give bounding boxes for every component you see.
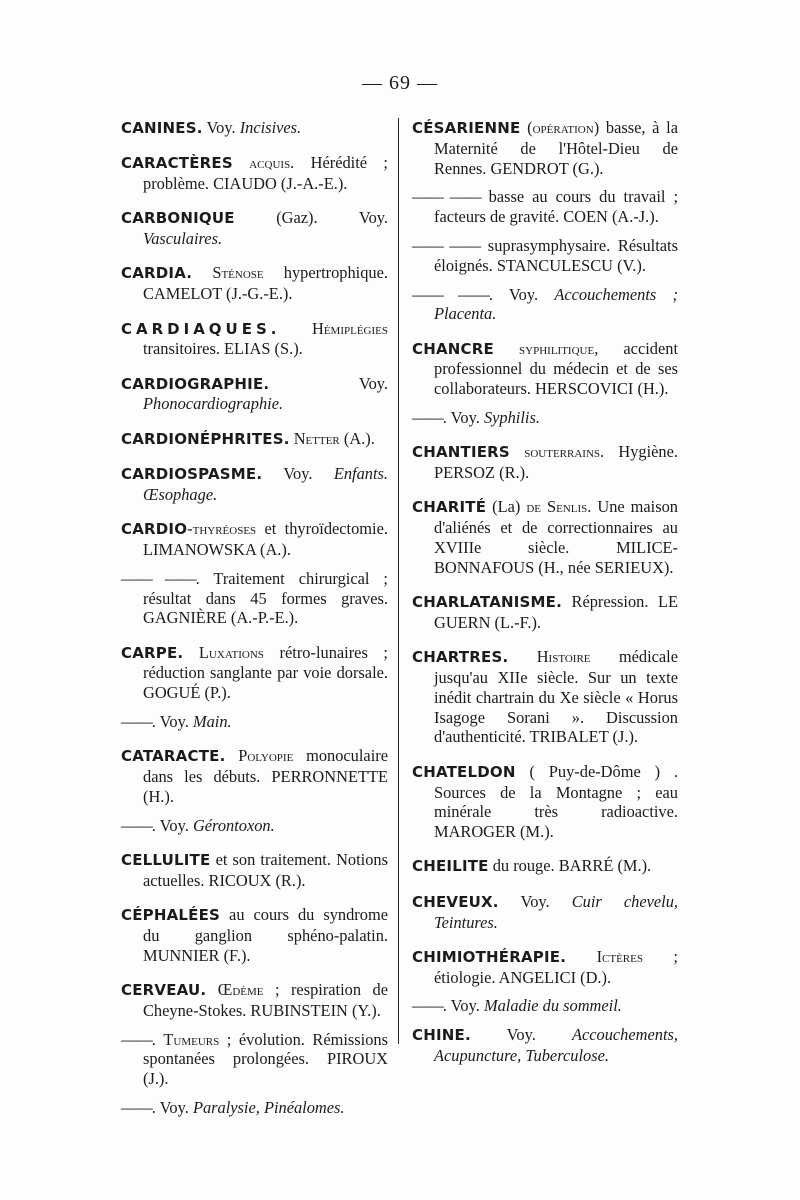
index-entry [121, 643, 388, 703]
entry-text: Sténose [192, 263, 264, 283]
entry-text: Netter [289, 428, 340, 448]
index-entry [121, 208, 388, 249]
entry-text: . Voy. [151, 815, 193, 835]
entry-text: —— [412, 996, 443, 1016]
index-entry [412, 442, 678, 483]
index-entry [121, 153, 388, 194]
entry-text: et thyroïdectomie. LIMANOWSKA (A.). [143, 519, 388, 559]
entry-headword: CHARLATANISME. [412, 593, 563, 612]
index-entry [121, 374, 388, 415]
entry-text: Voy. [262, 464, 334, 484]
entry-text: ; évolution. Rémissions spontanées prolongées. PIROUX (J.). [143, 1029, 388, 1089]
entry-text: Voy. [269, 373, 388, 393]
index-entry [121, 712, 388, 732]
index-entry [412, 285, 678, 325]
entry-headword: CANINES. [121, 119, 203, 137]
entry-text: basse, à la Maternité de l'Hôtel-Dieu de Rennes. GENDROT (G.). [434, 118, 678, 178]
index-entry [121, 1030, 388, 1089]
entry-headword: CARDIOSPASME. [121, 465, 263, 484]
entry-text: Phonocardiographie. [143, 394, 284, 414]
index-entry [412, 762, 678, 842]
entry-headword: CHIMIOTHÉRAPIE. [412, 947, 567, 966]
entry-text: —— —— [412, 187, 481, 207]
entry-text: ; respiration de Cheyne-Stokes. RUBINSTEIN (Y.). [143, 980, 388, 1020]
index-entry [412, 592, 678, 633]
entry-text: médicale jusqu'au XIIe siècle. Sur un texte inédit chartrain du Xe siècle « Horus Isagoge Sorani ». Discussion d'authenticité. TRIBALET (J.). [434, 647, 679, 747]
entry-text: —— —— [412, 235, 481, 255]
index-entry [412, 187, 678, 227]
entry-text: Enfants. Œsophage. [143, 464, 388, 504]
entry-text: ; étiologie. ANGELICI (D.). [434, 946, 678, 987]
entry-text: Voy. [470, 1025, 572, 1045]
entry-text: . Voy. [442, 996, 484, 1016]
entry-text: —— [121, 815, 152, 835]
entry-text: (opération) [520, 118, 600, 137]
entry-headword: CARDIO [121, 520, 188, 539]
right-column [412, 118, 678, 1080]
entry-text: —— —— [412, 284, 489, 304]
entry-text: et son traitement. Notions actuelles. RICOUX (R.). [143, 850, 388, 890]
entry-text: (La) [486, 497, 527, 517]
entry-text: —— [121, 1029, 152, 1049]
index-entry [412, 497, 678, 577]
entry-text: Cuir chevelu, Teintures. [434, 891, 678, 932]
entry-text: Répression. LE GUERN (L.-F.). [434, 592, 678, 632]
index-entry [412, 856, 678, 877]
entry-headword: CARBONIQUE [121, 209, 235, 228]
entry-text: Accouchements ; Placenta. [434, 284, 678, 324]
index-entry [121, 464, 388, 505]
entry-text: —— [121, 712, 152, 732]
entry-headword: CÉPHALÉES [121, 906, 221, 925]
entry-headword: CHEILITE [412, 857, 489, 876]
index-entry [121, 746, 388, 806]
entry-text: Hygiène. PERSOZ (R.). [434, 442, 678, 483]
index-entry [412, 118, 678, 178]
entry-text: au cours du syndrome du ganglion sphéno-palatin. MUNNIER (F.). [143, 905, 388, 965]
entry-headword: CATARACTE. [121, 747, 226, 766]
entry-text: —— [412, 408, 443, 428]
index-entry [412, 947, 678, 988]
index-entry [121, 569, 388, 628]
entry-text: . [151, 1029, 164, 1049]
entry-text: acquis. [232, 153, 295, 173]
entry-text: hypertrophique. CAMELOT (J.-G.-E.). [143, 263, 388, 304]
left-column [121, 118, 388, 1132]
entry-text: Histoire [508, 647, 591, 667]
entry-text: . Traitement chirurgical ; résultat dans 45 formes graves. GAGNIÈRE (A.-P.-E.). [143, 568, 388, 628]
entry-headword: CÉSARIENNE [412, 119, 521, 137]
index-entry [412, 647, 678, 747]
index-entry [121, 429, 388, 450]
entry-headword: CELLULITE [121, 851, 211, 870]
index-entry [412, 408, 678, 428]
entry-text: Vasculaires. [143, 229, 223, 249]
index-entry [121, 850, 388, 891]
entry-headword: CHATELDON [412, 762, 516, 781]
index-entry [412, 996, 678, 1016]
entry-text: Une maison d'aliénés et de correctionnaires au XVIIIe siècle. MILICE-BONNAFOUS (H., née SERIEUX). [434, 497, 679, 577]
entry-text: (A.). [339, 428, 375, 448]
entry-text: Accouchements, Acupuncture, Tuberculose. [434, 1025, 678, 1065]
entry-headword: CHANCRE [412, 339, 494, 358]
entry-headword: CARDIONÉPHRITES. [121, 429, 290, 448]
index-entry [121, 816, 388, 836]
entry-text: Hémiplégies [280, 318, 388, 338]
entry-text: Luxations [183, 642, 264, 662]
entry-text: basse au cours du travail ; facteurs de gravité. COEN (A.-J.). [434, 187, 678, 227]
entry-text: Paralysie, Pinéalomes. [192, 1097, 345, 1117]
entry-headword: CARACTÈRES [121, 154, 233, 173]
entry-text: souterrains. [509, 442, 605, 462]
entry-text: Incisives. [239, 118, 302, 137]
entry-headword: CARPE. [121, 643, 184, 662]
entry-text: (Gaz). Voy. [234, 208, 388, 228]
entry-text: monoculaire dans les débuts. PERRONNETTE (H.). [143, 746, 388, 806]
entry-text: -thyréoses [187, 519, 257, 539]
entry-text: Voy. [498, 891, 572, 911]
index-entry [121, 118, 388, 139]
entry-text: Maladie du sommeil. [483, 996, 622, 1016]
index-entry [121, 319, 388, 360]
entry-headword: CHARITÉ [412, 498, 487, 517]
entry-headword: CHANTIERS [412, 443, 510, 462]
entry-text: syphilitique, [493, 338, 599, 358]
entry-text: . Voy. [151, 712, 193, 732]
column-divider [398, 118, 399, 1044]
entry-text: Œdème [206, 980, 264, 999]
index-entry [412, 1025, 678, 1066]
entry-headword: CHEVEUX. [412, 892, 499, 911]
entry-headword: CARDIA. [121, 264, 193, 283]
entry-text: . Voy. [442, 408, 484, 428]
index-entry [121, 519, 388, 560]
entry-text: rétro-lunaires ; réduction sanglante par voie dorsale. GOGUÉ (P.). [143, 642, 388, 703]
entry-text: . Voy. [151, 1097, 193, 1117]
index-entry [121, 263, 388, 304]
entry-text: Ictères [566, 946, 643, 966]
entry-text: transitoires. ELIAS (S.). [143, 339, 303, 359]
entry-text: de Senlis. [526, 497, 592, 517]
index-entry [412, 236, 678, 276]
page-number: — 69 — [362, 72, 438, 94]
index-entry [412, 339, 678, 399]
entry-text: Syphilis. [483, 408, 540, 428]
entry-text: accident professionnel du médecin et de ses collaborateurs. HERSCOVICI (H.). [434, 338, 678, 399]
index-entry [121, 980, 388, 1021]
entry-text: du rouge. BARRÉ (M.). [488, 856, 652, 876]
entry-text: suprasymphysaire. Résultats éloignés. STANCULESCU (V.). [434, 235, 678, 275]
entry-headword: CARDIOGRAPHIE. [121, 374, 270, 393]
index-entry [412, 892, 678, 933]
entry-headword: CHINE. [412, 1026, 471, 1045]
index-entry [121, 1098, 388, 1118]
entry-text: Hérédité ; problème. CIAUDO (J.-A.-E.). [143, 153, 388, 194]
entry-headword: CARDIAQUES. [121, 319, 281, 338]
entry-text: Main. [192, 712, 232, 732]
index-entry [121, 905, 388, 965]
entry-text: Tumeurs [163, 1029, 220, 1049]
entry-text: Gérontoxon. [192, 815, 275, 835]
entry-text: Polyopie [225, 746, 294, 766]
entry-text: Voy. [202, 118, 240, 137]
entry-text: —— [121, 1097, 152, 1117]
entry-text: —— —— [121, 568, 196, 588]
entry-text: ( Puy-de-Dôme ) . Sources de la Montagne ; eau minérale très radioactive. MAROGER (M.). [434, 761, 678, 842]
entry-headword: CHARTRES. [412, 648, 509, 667]
entry-text: . Voy. [488, 284, 555, 304]
entry-headword: CERVEAU. [121, 981, 207, 999]
